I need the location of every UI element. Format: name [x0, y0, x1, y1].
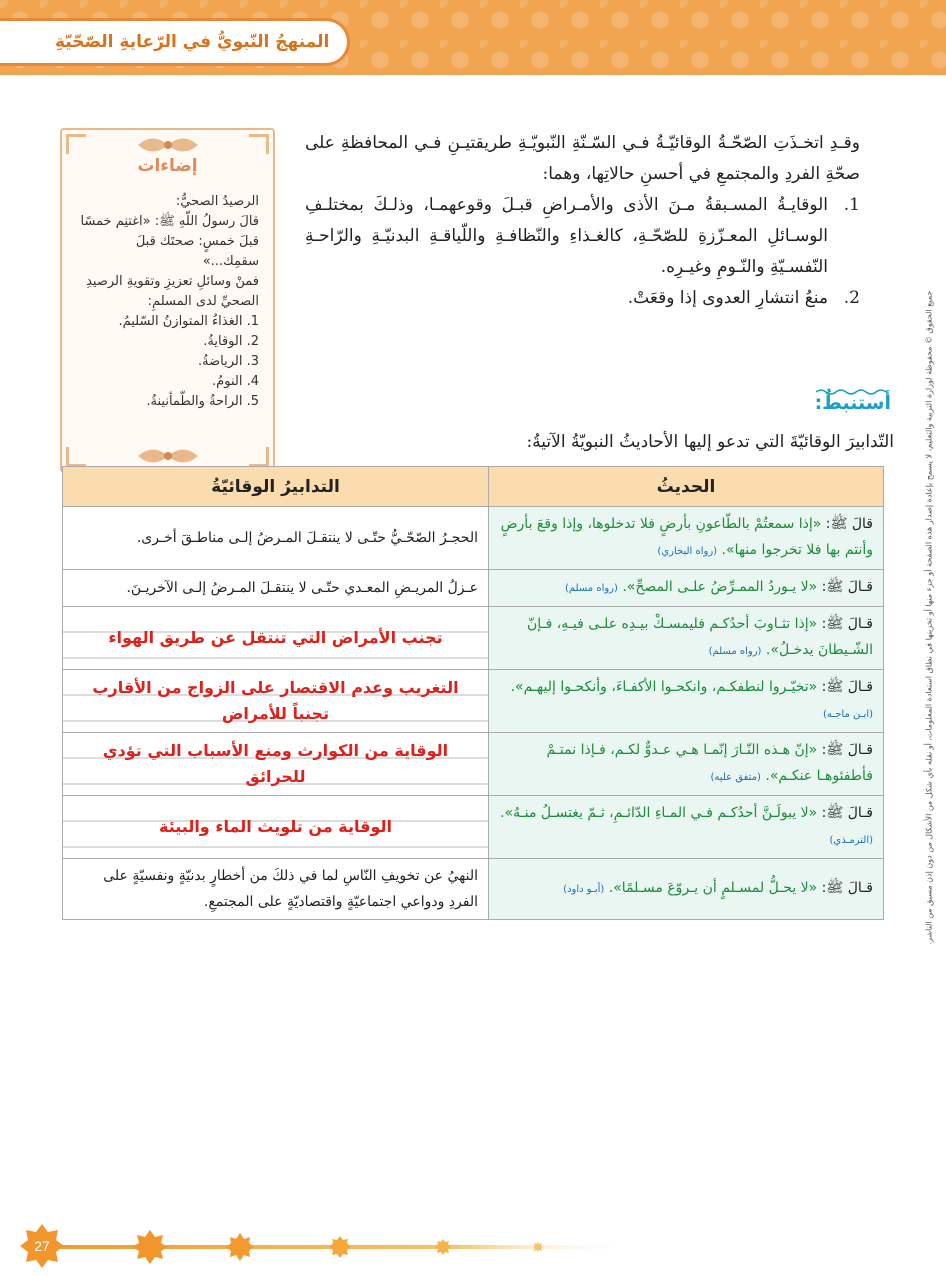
measure-cell: النهيُ عن تخويفِ النّاسِ لما في ذلكَ من أخطارٍ بدنيّةٍ ونفسيّةٍ على الفردِ ودواعي اجتماعيّةٍ واقتصاديّةٍ على المجتمعِ. — [63, 859, 489, 920]
hadith-source: (رواه مسلم) — [708, 646, 762, 657]
highlights-line: 1. الغذاءُ المتوازنُ السّليمُ. — [118, 314, 259, 329]
list-text: منعُ انتشارِ العدوى إذا وقعَتْ. — [627, 288, 828, 308]
hadith-prefix: قـالَ ﷺ: — [817, 579, 873, 595]
header-band — [0, 0, 946, 75]
hadith-cell — [489, 570, 884, 607]
measure-cell: الحجـرُ الصّحّـيُّ حتّـى لا ينتقـلَ المـرضُ إلـى مناطـقَ أخـرى. — [63, 507, 489, 570]
table-header-row — [63, 467, 884, 507]
highlights-line: فمنْ وسائلِ تعزيزِ وتقويةِ الرصيدِ الصحيِّ لدى المسلمِ: — [86, 274, 259, 309]
unit-title-pill — [0, 18, 350, 66]
highlights-line: 5. الراحةُ والطّمأنينةُ. — [146, 394, 259, 409]
deduce-prompt: التّدابيرَ الوقائيّةَ التي تدعو إليها الأحاديثُ النبويّةُ الآتيةُ: — [526, 432, 894, 452]
hadith-source: (رواه البخاري) — [657, 546, 718, 557]
header-measure: التدابيرُ الوقائيّةُ — [63, 467, 489, 507]
highlights-line: قالَ رسولُ اللّهِ ﷺ: «اغتنِم خمسًا قبلَ خمسٍ: صحتَك قبلَ سقمِك...» — [80, 214, 259, 269]
answer-cell[interactable]: الوقاية من تلويث الماء والبيئة — [63, 796, 489, 859]
list-text: الوقايـةُ المسـبقةُ مـنَ الأذى والأمـراضِ قبـلَ وقوعهمـا، وذلـكَ بمختلـفِ الوسـائلِ المعـزّزةِ للصّحّـةِ، كالغـذاءِ والنّظافـةِ واللّياقـةِ البدنيّـةِ والرّاحـةِ النّفسـيّةِ والنّـومِ وغيـرِه. — [305, 195, 828, 277]
table-row — [63, 570, 884, 607]
hadith-quote: «لا يـوردُ الممـرِّضُ علـى المصحِّ». — [622, 579, 818, 595]
unit-title: المنهجُ النّبويُّ في الرّعايةِ الصّحّيّةِ — [55, 32, 330, 52]
hadith-cell — [489, 507, 884, 570]
table-row — [63, 733, 884, 796]
hadith-cell — [489, 670, 884, 733]
deduce-heading: أستنبطُ: — [814, 392, 891, 414]
page-number: 27 — [34, 1238, 50, 1254]
hadith-prefix: قـالَ ﷺ: — [817, 616, 873, 632]
hadith-prefix: قـالَ ﷺ: — [817, 742, 873, 758]
hadith-cell — [489, 796, 884, 859]
intro-section — [305, 128, 860, 314]
answer-cell[interactable]: التغريب وعدم الاقتصار على الزواج من الأقارب تجنباً للأمراض — [63, 670, 489, 733]
intro-list — [305, 190, 860, 314]
copyright-vertical — [920, 290, 938, 944]
highlights-body — [76, 192, 259, 412]
highlights-line: 4. النومُ. — [212, 374, 259, 389]
hadith-prefix: قـالَ ﷺ: — [817, 679, 873, 695]
table-row — [63, 670, 884, 733]
corner-ornament — [66, 134, 86, 154]
hadith-source: (متفق عليه) — [710, 772, 761, 783]
hadith-quote: «إذا سمعتُمْ بالطّاعونِ بأرضٍ فلا تدخلوها، وإذا وقعَ بأرضٍ وأنتم بها فلا تخرجوا منها». — [500, 516, 873, 558]
answer-cell[interactable]: تجنب الأمراض التي تنتقل عن طريق الهواء — [63, 607, 489, 670]
highlights-line: 3. الرياضةُ. — [197, 354, 259, 369]
hadith-quote: «تخيّـروا لنطفكـم، وانكحـوا الأكفـاءَ، وأنكحـوا إليهـم». — [510, 679, 818, 695]
highlights-box — [60, 128, 275, 473]
hadith-source: (ابـن ماجـه) — [823, 709, 873, 720]
footer-decoration-icon — [18, 1222, 638, 1272]
table-row — [63, 796, 884, 859]
highlights-line: 2. الوقايةُ. — [203, 334, 259, 349]
hadith-quote: «لا يبولَـنَّ أحدُكـم فـي المـاءِ الدّائـمِ، ثـمّ يغتسـلُ منـهُ». — [500, 805, 818, 821]
list-item — [305, 190, 860, 283]
table-row — [63, 607, 884, 670]
table-row — [63, 859, 884, 920]
highlights-line: الرصيدُ الصحيُّ: — [175, 194, 259, 209]
hadith-prefix: قالَ ﷺ: — [821, 516, 873, 532]
list-item — [305, 283, 860, 314]
hadith-source: (رواه مسلم) — [565, 583, 618, 594]
measure-cell: عـزلُ المريـضِ المعـدي حتّـى لا ينتقـلَ المـرضُ إلـى الآخريـنَ. — [63, 570, 489, 607]
answer-cell[interactable]: الوقاية من الكوارث ومنع الأسباب التي تؤدي للحرائق — [63, 733, 489, 796]
list-number: 2. — [843, 288, 860, 308]
header-hadith: الحديثُ — [489, 467, 884, 507]
hadith-table — [62, 466, 884, 920]
hadith-quote: «إذا تثـاوبَ أحدُكـم فليمسـكْ بيـدِه علـى فيـهِ، فـإنّ الشّـيطانَ يدخـلُ». — [527, 616, 873, 658]
intro-paragraph: وقـدِ اتخـذَتِ الصّحّـةُ الوقائيّـةُ فـي السّـنّةِ النّبويّـةِ طريقتيـنِ فـي المحافظةِ على صحّةِ الفردِ والمجتمعِ في أحسنِ حالاتِها، وهما: — [305, 133, 860, 184]
table-row — [63, 507, 884, 570]
ornament-top-icon — [128, 132, 208, 158]
hadith-source: (الترمـذي) — [829, 835, 873, 846]
hadith-cell — [489, 733, 884, 796]
corner-ornament — [66, 447, 86, 467]
corner-ornament — [249, 134, 269, 154]
hadith-prefix: قـالَ ﷺ: — [817, 880, 873, 896]
highlights-title: إضاءات — [137, 156, 198, 176]
hadith-cell — [489, 859, 884, 920]
hadith-quote: «إنّ هـذه النّـارَ إنّمـا هـي عـدوٌّ لكـم، فـإذا نمتـمْ فأطفئوهـا عنكـم». — [546, 742, 873, 784]
list-number: 1. — [843, 195, 860, 215]
hadith-cell — [489, 607, 884, 670]
hadith-prefix: قـالَ ﷺ: — [817, 805, 873, 821]
hadith-source: (أبـو داود) — [563, 884, 605, 895]
footer — [18, 1222, 638, 1272]
hadith-quote: «لا يحـلُّ لمسـلمٍ أن يـروّعَ مسـلمًا». — [608, 880, 818, 896]
copyright-text: جميع الحقوق © محفوظة لوزارة التربية والتعليم، لا يسمح بإعادة إصدار هذه الصفحة أو جزء منها أو تخزينها في نطاق استعادة المعلومات، أو نقله بأي شكل من الأشكال من دون إذن مسبق من الناشر. — [924, 290, 934, 944]
